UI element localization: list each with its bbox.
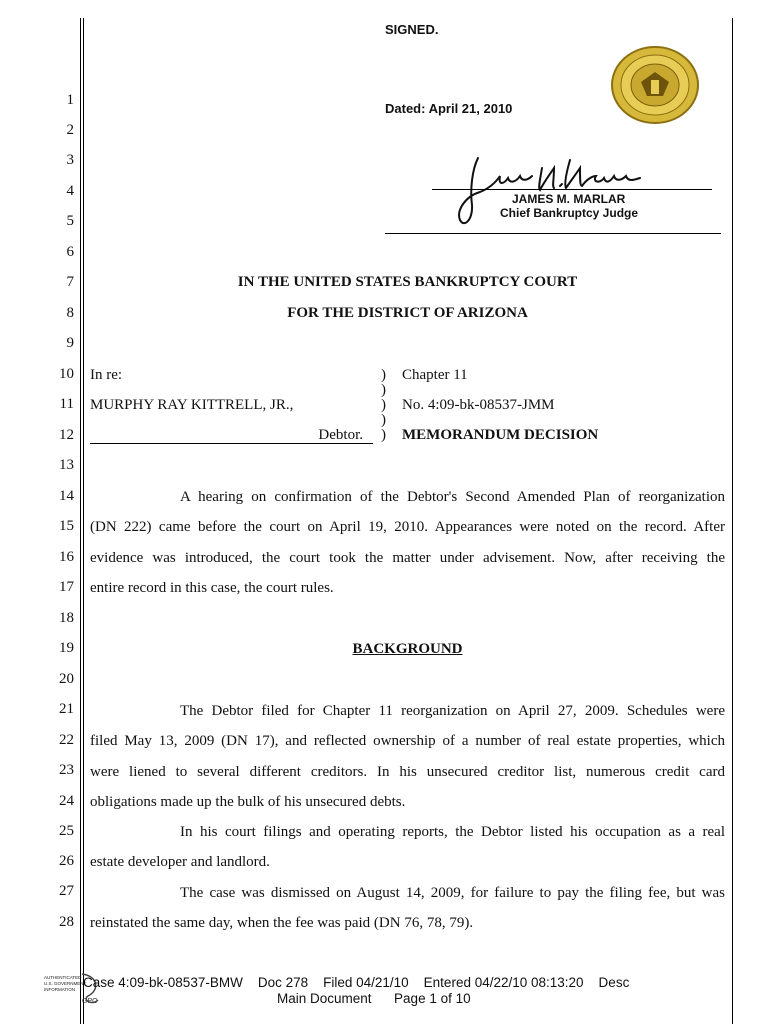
left-margin-rule-inner [83, 18, 84, 1024]
caption-paren: ) [381, 397, 386, 413]
svg-text:GPO: GPO [82, 998, 98, 1005]
right-margin-rule [732, 18, 733, 1024]
line-number: 27 [59, 883, 74, 899]
signed-stamp: SIGNED. [385, 22, 439, 37]
body-text-line: estate developer and landlord. [90, 854, 270, 870]
caption-debtor-name: MURPHY RAY KITTRELL, JR., [90, 397, 294, 413]
svg-text:U.S. GOVERNMENT: U.S. GOVERNMENT [44, 981, 87, 986]
line-number: 8 [66, 305, 74, 321]
line-number: 13 [59, 457, 74, 473]
line-number: 12 [59, 427, 74, 443]
body-text-line: filed May 13, 2009 (DN 17), and reflected ownership of a number of real estate properties, which [90, 733, 725, 749]
line-number: 14 [59, 488, 74, 504]
line-number: 22 [59, 732, 74, 748]
caption-chapter: Chapter 11 [402, 367, 468, 383]
body-text-line: The case was dismissed on August 14, 2009, for failure to pay the filing fee, but was [180, 885, 725, 901]
line-number: 17 [59, 579, 74, 595]
left-margin-rule [80, 18, 81, 1024]
header-separator-line [385, 233, 721, 234]
court-district: FOR THE DISTRICT OF ARIZONA [287, 305, 528, 321]
line-number: 26 [59, 853, 74, 869]
dated-line: Dated: April 21, 2010 [385, 101, 513, 116]
body-text-line: reinstated the same day, when the fee was paid (DN 76, 78, 79). [90, 915, 474, 931]
caption-case-number: No. 4:09-bk-08537-JMM [402, 397, 555, 413]
line-number: 24 [59, 793, 74, 809]
line-number: 4 [66, 183, 74, 199]
body-text-line: (DN 222) came before the court on April 19, 2010. Appearances were noted on the record. After [90, 519, 725, 535]
line-number: 9 [66, 335, 74, 351]
line-number: 16 [59, 549, 74, 565]
footer-case-info: Case 4:09-bk-08537-BMW Doc 278 Filed 04/21/10 Entered 04/22/10 08:13:20 Desc [83, 975, 630, 990]
caption-debtor-label: Debtor. [90, 427, 373, 444]
caption-paren: ) [381, 382, 386, 398]
line-number: 3 [66, 152, 74, 168]
line-number: 20 [59, 671, 74, 687]
section-heading: BACKGROUND [352, 641, 463, 657]
line-number: 6 [66, 244, 74, 260]
caption-paren: ) [381, 427, 386, 443]
line-number: 28 [59, 914, 74, 930]
line-number: 19 [59, 640, 74, 656]
svg-text:AUTHENTICATED: AUTHENTICATED [44, 975, 82, 980]
line-number: 23 [59, 762, 74, 778]
line-number: 25 [59, 823, 74, 839]
line-number: 15 [59, 518, 74, 534]
line-number: 18 [59, 610, 74, 626]
document-title: MEMORANDUM DECISION [402, 427, 599, 443]
footer-page-info: Main Document Page 1 of 10 [277, 991, 471, 1006]
line-number: 10 [59, 366, 74, 382]
judge-title: Chief Bankruptcy Judge [500, 206, 639, 220]
body-text-line: The Debtor filed for Chapter 11 reorganization on April 27, 2009. Schedules were [180, 703, 725, 719]
line-number: 11 [59, 396, 74, 412]
body-text-line: obligations made up the bulk of his unsecured debts. [90, 794, 406, 810]
caption-paren: ) [381, 412, 386, 428]
body-text-line: A hearing on confirmation of the Debtor's Second Amended Plan of reorganization [180, 489, 725, 505]
body-text-line: entire record in this case, the court rules. [90, 580, 334, 596]
body-text-line: evidence was introduced, the court took the matter under advisement. Now, after receiving the [90, 550, 725, 566]
svg-text:INFORMATION: INFORMATION [44, 987, 76, 992]
court-title: IN THE UNITED STATES BANKRUPTCY COURT [237, 274, 578, 290]
line-number: 5 [66, 213, 74, 229]
body-text-line: In his court filings and operating reports, the Debtor listed his occupation as a real [180, 824, 725, 840]
line-number: 21 [59, 701, 74, 717]
caption-in-re: In re: [90, 367, 123, 383]
line-number: 7 [66, 274, 74, 290]
caption-paren: ) [381, 367, 386, 383]
body-text-line: were liened to several different creditors. In his unsecured creditor list, numerous credit card [90, 764, 725, 780]
signature-line [432, 189, 712, 190]
line-number: 1 [66, 92, 74, 108]
line-number: 2 [66, 122, 74, 138]
judge-name: JAMES M. MARLAR [512, 192, 626, 206]
court-seal [611, 46, 699, 124]
